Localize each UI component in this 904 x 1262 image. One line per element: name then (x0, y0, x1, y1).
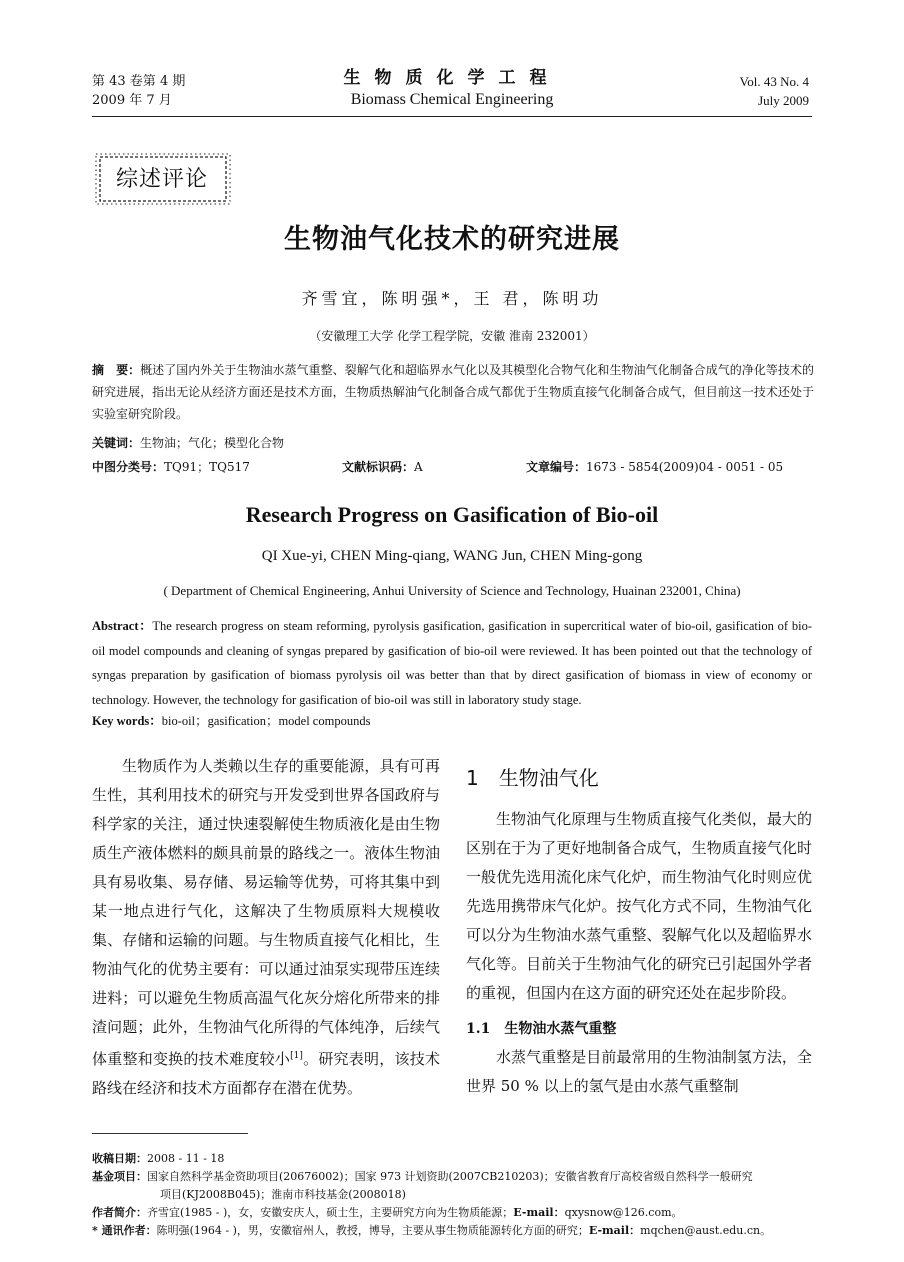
title-en: Research Progress on Gasification of Bio-oil (245, 502, 659, 527)
article-number-value: 1673 - 5854(2009)04 - 0051 - 05 (586, 460, 784, 474)
subsection-1-1-heading: 1.1 生物油水蒸气重整 (466, 1021, 617, 1037)
section-1-heading: 1 生物油气化 (466, 766, 599, 790)
received-label: 收稿日期： (92, 1152, 147, 1165)
abstract-en (92, 614, 812, 712)
header-divider (92, 116, 812, 117)
subsection-1-1-text: 水蒸气重整是目前最常用的生物油制氢方法，全世界 50 % 以上的氢气是由水蒸气重整制 (466, 1048, 812, 1095)
corr-label: * 通讯作者： (92, 1224, 157, 1237)
corr-email: mqchen@aust.edu.cn。 (640, 1224, 772, 1237)
keywords-en-text: bio-oil；gasification；model compounds (161, 714, 371, 728)
volume-en: Vol. 43 No. 4 (739, 74, 809, 89)
author-info (92, 1204, 814, 1222)
footnote-divider (92, 1133, 248, 1134)
doc-code (342, 457, 423, 477)
keywords-en-label: Key words： (92, 714, 162, 728)
date-en: July 2009 (758, 93, 809, 108)
clc-number (92, 457, 250, 477)
abstract-cn-label: 摘 要： (92, 363, 141, 377)
date-cn: 2009 年 7 月 (92, 93, 172, 108)
fund-line-1: 国家自然科学基金资助项目(20676002)；国家 973 计划资助(2007CB210203)；安徽省教育厅高校省级自然科学一般研究 (147, 1170, 753, 1183)
affiliation-en: ( Department of Chemical Engineering, Anhui University of Science and Technology, Huainan 232001, China) (163, 583, 741, 598)
page-title: 生物油气化技术的研究进展 (284, 224, 620, 255)
corr-email-label: E-mail： (588, 1224, 641, 1237)
received-value: 2008 - 11 - 18 (147, 1152, 225, 1165)
section-1-text: 生物油气化原理与生物质直接气化类似，最大的区别在于为了更好地制备合成气，生物质直接气化时一般优先选用流化床气化炉，而生物油气化时则应优先选用携带床气化炉。按气化方式不同，生物油气化可以分为生物油水蒸气重整、裂解气化以及超临界水气化等。目前关于生物油气化的研究已引起国外学者的重视，但国内在这方面的研究还处在起步阶段。 (466, 810, 812, 1002)
abstract-cn-text: 概述了国内外关于生物油水蒸气重整、裂解气化和超临界水气化以及其模型化合物气化和生物油气化制备合成气的净化等技术的研究进展，指出无论从经济方面还是技术方面，生物质热解油气化制备合成气都优于生物质直接气化制备合成气，但目前这一技术还处于实验室研究阶段。 (92, 363, 814, 421)
keywords-cn-label: 关键词： (92, 436, 141, 450)
fund-info-cont: 项目(KJ2008B045)；淮南市科技基金(2008018) (160, 1188, 406, 1201)
clc-label: 中图分类号： (92, 460, 165, 474)
section-1-paragraph (466, 805, 812, 1008)
intro-paragraph (92, 752, 440, 1103)
clc-value: TQ91；TQ517 (164, 460, 250, 474)
section-tag: 综述评论 (116, 167, 209, 192)
article-number-label: 文章编号： (526, 460, 587, 474)
received-date (92, 1150, 814, 1168)
abstract-en-label: Abstract： (92, 619, 153, 633)
subsection-1-1-paragraph (466, 1043, 812, 1101)
journal-title-en: Biomass Chemical Engineering (350, 91, 554, 108)
doc-code-label: 文献标识码： (342, 460, 415, 474)
authors-en: QI Xue-yi, CHEN Ming-qiang, WANG Jun, CHEN Ming-gong (261, 548, 643, 564)
footnotes (92, 1150, 814, 1240)
volume-cn: 第 43 卷第 4 期 (92, 74, 186, 89)
abstract-cn (92, 359, 814, 425)
authors-cn: 齐雪宜，陈明强*，王 君，陈明功 (301, 289, 603, 308)
author-email: qxysnow@126.com。 (564, 1206, 683, 1219)
corr-text: 陈明强(1964 - )，男，安徽宿州人，教授，博导，主要从事生物质能源转化方面的研究； (156, 1224, 589, 1237)
citation-ref: [1] (290, 1051, 303, 1061)
author-email-label: E-mail： (513, 1206, 565, 1219)
affiliation-cn: （安徽理工大学 化学工程学院，安徽 淮南 232001） (309, 329, 595, 343)
journal-title-cn: 生物质化学工程 (343, 68, 561, 88)
author-info-label: 作者简介： (92, 1206, 147, 1219)
keywords-en (92, 710, 370, 732)
doc-code-value: A (414, 460, 423, 474)
fund-info (92, 1168, 814, 1186)
issue-info-en (740, 72, 809, 110)
abstract-en-text: The research progress on steam reforming, pyrolysis gasification, gasification in supercritical water of bio-oil, gasification of bio-oil model compounds and cleaning of syngas prepared by gasification of bio-oil were reviewed. It has been pointed out that the technology of syngas preparation by gasification of biomass pyrolysis oil was better than that by direct gasification of biomass in view of economy or technology. However, the technology for gasification of bio-oil was still in laboratory study stage. (92, 619, 812, 707)
article-number (526, 457, 783, 477)
fund-label: 基金项目： (92, 1170, 147, 1183)
intro-text-2: 。研究表明，该技术路线在经济和技术方面都存在潜在优势。 (92, 1050, 440, 1097)
intro-text-1: 生物质作为人类赖以生存的重要能源，具有可再生性，其利用技术的研究与开发受到世界各国政府与科学家的关注，通过快速裂解使生物质液化是由生物质生产液体燃料的颇具前景的路线之一。液体生物油具有易收集、易存储、易运输等优势，可将其集中到某一地点进行气化，这解决了生物质原料大规模收集、存储和运输的问题。与生物质直接气化相比，生物油气化的优势主要有：可以通过油泵实现带压连续进料；可以避免生物质高温气化灰分熔化所带来的排渣问题；此外，生物油气化所得的气体纯净，后续气体重整和变换的技术难度较小 (92, 757, 440, 1068)
keywords-cn-text: 生物油；气化；模型化合物 (140, 436, 285, 450)
keywords-cn (92, 433, 284, 453)
author-info-text: 齐雪宜(1985 - )，女，安徽安庆人，硕士生，主要研究方向为生物质能源； (147, 1206, 514, 1219)
corresponding-author (92, 1222, 814, 1240)
